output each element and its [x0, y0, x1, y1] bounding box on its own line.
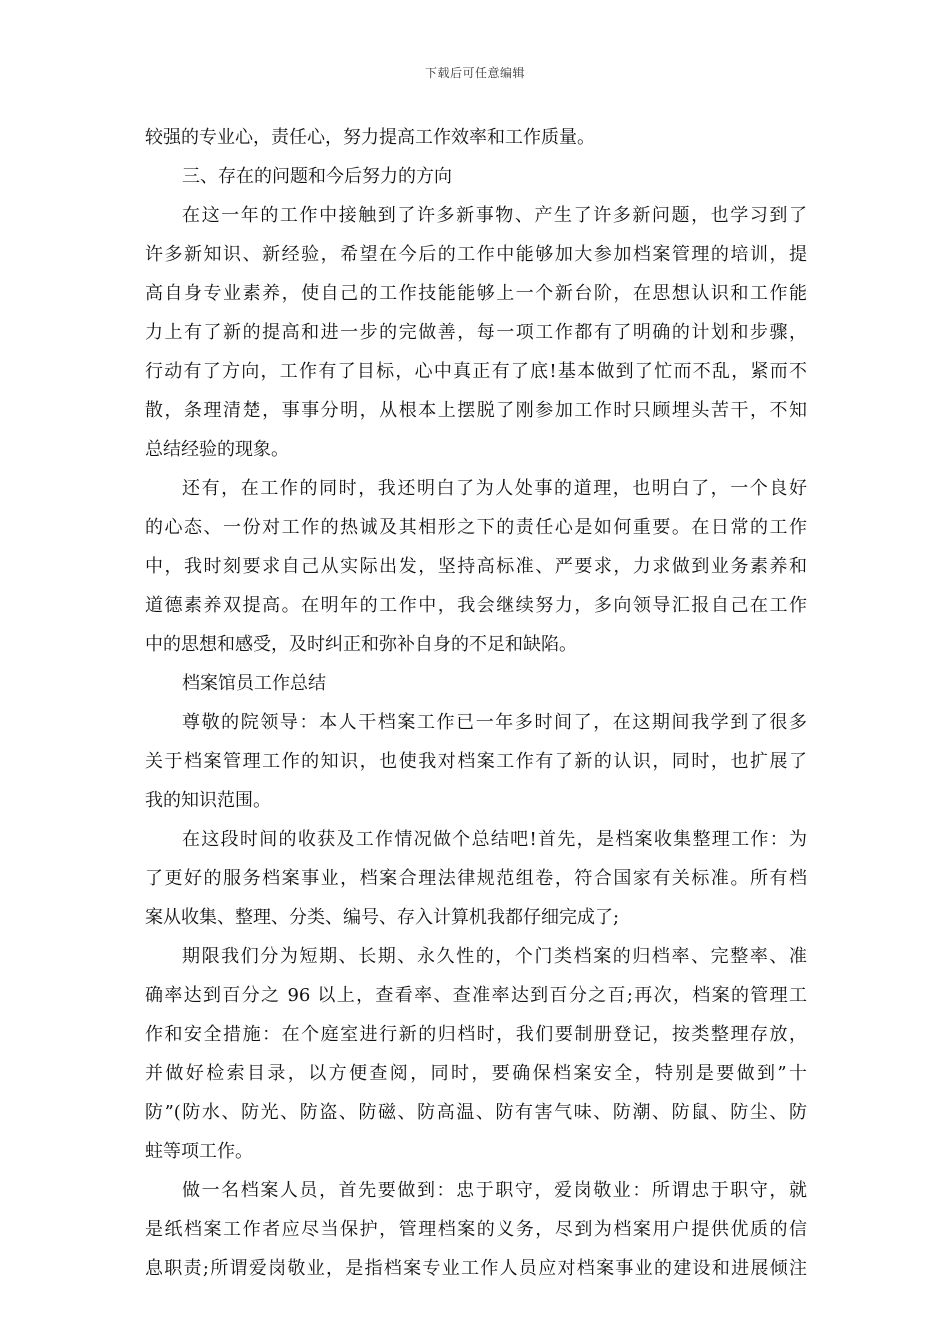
text-line: 中，我时刻要求自己从实际出发，坚持高标准、严要求，力求做到业务素养和 [145, 556, 807, 577]
text-line: 许多新知识、新经验，希望在今后的工作中能够加大参加档案管理的培训，提 [145, 244, 807, 265]
text-line: 尊敬的院领导：本人干档案工作已一年多时间了，在这期间我学到了很多 [182, 712, 807, 733]
text-line: 还有，在工作的同时，我还明白了为人处事的道理，也明白了，一个良好 [182, 478, 807, 499]
document-body [145, 118, 807, 1288]
text-line: 我的知识范围。 [145, 790, 271, 811]
text-line: 息职责;所谓爱岗敬业，是指档案专业工作人员应对档案事业的建设和进展倾注 [145, 1258, 807, 1279]
text-line: 了更好的服务档案事业，档案合理法律规范组卷，符合国家有关标准。所有档 [145, 868, 807, 889]
text-line: 总结经验的现象。 [145, 439, 289, 460]
text-line: 档案馆员工作总结 [182, 673, 326, 694]
text-line: 高自身专业素养，使自己的工作技能能够上一个新台阶，在思想认识和工作能 [145, 283, 807, 304]
text-line: 蛀等项工作。 [145, 1141, 253, 1162]
text-line: 道德素养双提高。在明年的工作中，我会继续努力，多向领导汇报自己在工作 [145, 595, 807, 616]
text-line: 案从收集、整理、分类、编号、存入计算机我都仔细完成了; [145, 907, 620, 928]
text-line: 中的思想和感受，及时纠正和弥补自身的不足和缺陷。 [145, 634, 577, 655]
text-line: 在这一年的工作中接触到了许多新事物、产生了许多新问题，也学习到了 [182, 205, 807, 226]
text-line: 散，条理清楚，事事分明，从根本上摆脱了刚参加工作时只顾埋头苦干，不知 [145, 400, 807, 421]
text-line: 关于档案管理工作的知识，也使我对档案工作有了新的认识，同时，也扩展了 [145, 751, 807, 772]
text-line: 行动有了方向，工作有了目标，心中真正有了底!基本做到了忙而不乱，紧而不 [145, 361, 807, 382]
text-line: 做一名档案人员，首先要做到：忠于职守，爱岗敬业：所谓忠于职守，就 [182, 1180, 807, 1201]
text-line: 力上有了新的提高和进一步的完做善，每一项工作都有了明确的计划和步骤， [145, 322, 807, 343]
text-line: 在这段时间的收获及工作情况做个总结吧!首先，是档案收集整理工作：为 [182, 829, 807, 850]
text-line: 作和安全措施：在个庭室进行新的归档时，我们要制册登记，按类整理存放， [145, 1024, 807, 1045]
text-line: 期限我们分为短期、长期、永久性的，个门类档案的归档率、完整率、准 [182, 946, 807, 967]
text-line: 防”(防水、防光、防盗、防磁、防高温、防有害气味、防潮、防鼠、防尘、防 [145, 1102, 807, 1123]
text-line: 较强的专业心，责任心，努力提高工作效率和工作质量。 [145, 127, 595, 148]
text-line: 三、存在的问题和今后努力的方向 [182, 166, 452, 187]
text-line: 确率达到百分之 96 以上，查看率、查准率达到百分之百;再次，档案的管理工 [145, 985, 807, 1006]
page-header-note: 下载后可任意编辑 [424, 66, 525, 80]
text-line: 并做好检索目录，以方便查阅，同时，要确保档案安全，特别是要做到”十 [145, 1063, 807, 1084]
text-line: 是纸档案工作者应尽当保护，管理档案的义务，尽到为档案用户提供优质的信 [145, 1219, 807, 1240]
text-line: 的心态、一份对工作的热诚及其相形之下的责任心是如何重要。在日常的工作 [145, 517, 807, 538]
